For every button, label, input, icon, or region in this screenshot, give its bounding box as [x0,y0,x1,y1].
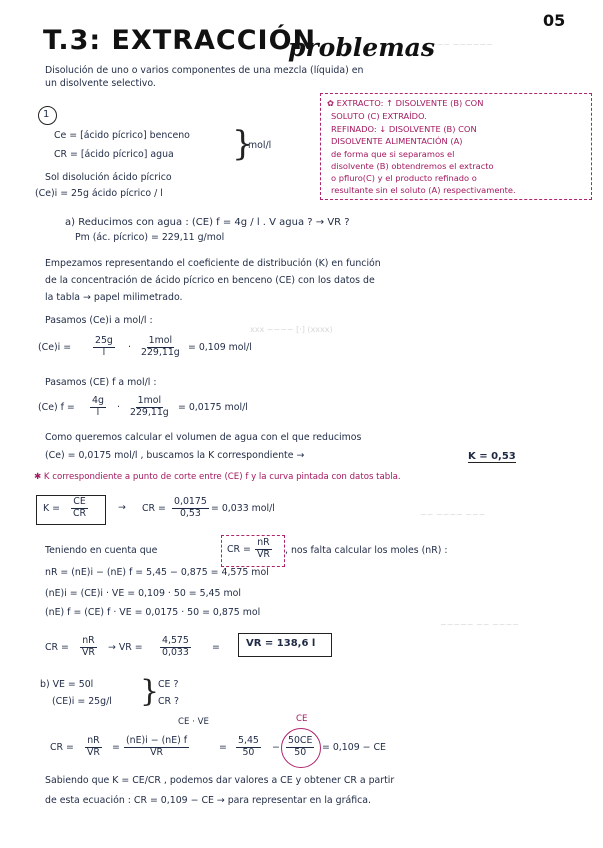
cr-calc-result: = 0,033 mol/l [211,503,275,514]
numerator: nR [82,635,95,646]
paragraph-line: Como queremos calcular el volumen de agua con el que reducimos [45,432,362,443]
paragraph-line: Empezamos representando el coeficiente de distribución (K) en función [45,258,381,269]
ce-definition: Ce = [ácido pícrico] benceno [54,130,190,141]
cr-formula-lhs: CR = [227,544,251,555]
sol-line: Sol disolución ácido pícrico [45,172,172,183]
equals-sign: = [112,742,120,753]
denominator: 229,11g [141,346,180,358]
circled-ce-label: CE [296,714,308,724]
brace: } [140,674,160,709]
k-box-fraction [71,497,88,520]
callout-line: REFINADO: ↓ DISOLVENTE (B) CON [331,124,477,134]
bleed-through-mark: ~~~~~~ ~~~ [430,40,493,49]
k-value-underlined: K = 0,53 [468,451,516,462]
definition-callout [320,93,592,200]
final-fraction-1 [80,636,97,659]
nr-line: nR = (nE)i − (nE) f = 5,45 − 0,875 = 4,575 mol [45,567,269,578]
paragraph-line: la tabla → papel milimetrado. [45,292,183,303]
k-note: ✱ K correspondiente a punto de corte entre (CE) f y la curva pintada con datos tabla. [34,472,401,482]
callout-line: SOLUTO (C) EXTRAÍDO. [331,111,427,121]
closing-line: Sabiendo que K = CE/CR , podemos dar valores a CE y obtener CR a partir [45,775,395,786]
numerator: 4,575 [162,635,189,646]
paragraph-line: de la concentración de ácido pícrico en benceno (CE) con los datos de [45,275,375,286]
eq1-lhs: (Ce)i = [38,342,72,353]
bleed-through-mark: ~~~~ ~~ ~~~~~ [440,620,519,629]
eq1-fraction-2 [139,336,182,359]
part-b-fraction-4 [286,736,314,759]
numerator: 5,45 [238,735,259,746]
part-b-fraction-2 [124,736,189,759]
numerator: 1mol [148,335,173,346]
numerator: 0,0175 [174,496,207,507]
paragraph-line: (Ce) = 0,0175 mol/l , buscamos la K correspondiente → [45,450,305,461]
final-mid: → VR = [108,642,143,653]
callout-line: de forma que si separamos el [331,149,455,159]
part-b-question-2: CR ? [158,696,180,707]
eq1-fraction-1 [93,336,115,359]
denominator: CR [73,507,87,519]
part-b-given-1: b) VE = 50l [40,679,94,690]
bleed-through-mark: ~~~ ~~~~ ~~ [420,510,486,519]
bleed-through-mark: (xxxx) [·] ~~~~ xxx [250,325,333,334]
part-b-question-1: CE ? [158,679,179,690]
part-b-fraction-3 [236,736,261,759]
denominator: VR [257,548,270,560]
eq2-fraction-1 [90,396,106,419]
teniendo-end: , nos falta calcular los moles (nR) : [285,545,448,556]
denominator: l [102,346,106,358]
cr-calc-fraction [172,497,209,520]
callout-line: ✿ EXTRACTO: ↑ DISOLVENTE (B) CON [327,98,484,108]
brace: } [232,124,254,164]
problem-number: 1 [43,109,50,120]
denominator: 0,033 [162,646,189,658]
dot-operator: · [117,402,120,413]
minus-sign: − [272,742,280,753]
callout-line: disolvente (B) obtendremos el extracto [331,161,494,171]
callout-line: o pfluro(C) y el producto refinado o [331,173,477,183]
pasamos-line: Pasamos (CE) f a mol/l : [45,377,157,388]
callout-line: DISOLVENTE ALIMENTACIÓN (A) [331,136,463,146]
equals-sign: = [212,642,220,653]
eq2-lhs: (Ce) f = [38,402,75,413]
intro-line: Disolución de uno o varios componentes de una mezcla (líquida) en [45,65,364,76]
numerator: CE [73,496,86,507]
pasamos-line: Pasamos (Ce)i a mol/l : [45,315,153,326]
intro-line: un disolvente selectivo. [45,78,156,89]
numerator: 1mol [137,395,162,406]
ne-initial: (nE)i = (CE)i · VE = 0,109 · 50 = 5,45 mol [45,588,241,599]
numerator: nR [87,735,100,746]
denominator: l [96,406,100,418]
final-fraction-2 [160,636,191,659]
denominator: 0,53 [179,507,201,519]
cr-formula-fraction [255,538,272,561]
cr-definition: CR = [ácido pícrico] agua [54,149,174,160]
ce-ve-note: CE · VE [178,717,209,727]
dot-operator: · [128,342,131,353]
denominator: VR [87,746,100,758]
page-title-script: problemas [288,33,435,62]
teniendo-line: Teniendo en cuenta que [45,545,158,556]
denominator: 50 [294,746,307,758]
denominator: VR [150,746,163,758]
page-number: 05 [543,11,566,30]
final-lhs: CR = [45,642,69,653]
ce-initial: (Ce)i = 25g ácido pícrico / l [35,188,163,199]
brace-unit: mol/l [248,140,272,151]
eq2-fraction-2 [128,396,171,419]
numerator: nR [257,537,270,548]
eq2-result: = 0,0175 mol/l [178,402,248,413]
part-b-eq-lhs: CR = [50,742,74,753]
part-b-eq-result: = 0,109 − CE [322,742,386,753]
vr-result: VR = 138,6 l [246,638,316,649]
part-b-given-2: (CE)i = 25g/l [52,696,112,707]
part-b-fraction-1 [85,736,102,759]
closing-line: de esta ecuación : CR = 0,109 − CE → para representar en la gráfica. [45,795,371,806]
denominator: 50 [242,746,255,758]
cr-calc-lhs: CR = [142,503,166,514]
equals-sign: = [219,742,227,753]
denominator: VR [82,646,95,658]
molar-mass: Pm (ác. pícrico) = 229,11 g/mol [75,232,225,243]
eq1-result: = 0,109 mol/l [188,342,252,353]
numerator: 4g [92,395,104,406]
callout-line: resultante sin el soluto (A) respectivamente. [331,185,516,195]
numerator: 25g [95,335,113,346]
numerator: (nE)i − (nE) f [126,735,188,746]
ne-final: (nE) f = (CE) f · VE = 0,0175 · 50 = 0,875 mol [45,607,261,618]
arrow: → [118,502,126,513]
numerator: 50CE [288,735,313,746]
page-title: T.3: EXTRACCIÓN [43,25,317,56]
k-box-lhs: K = [43,503,60,514]
denominator: 229,11g [130,406,169,418]
part-a-statement: a) Reducimos con agua : (CE) f = 4g / l . V agua ? → VR ? [65,217,350,228]
